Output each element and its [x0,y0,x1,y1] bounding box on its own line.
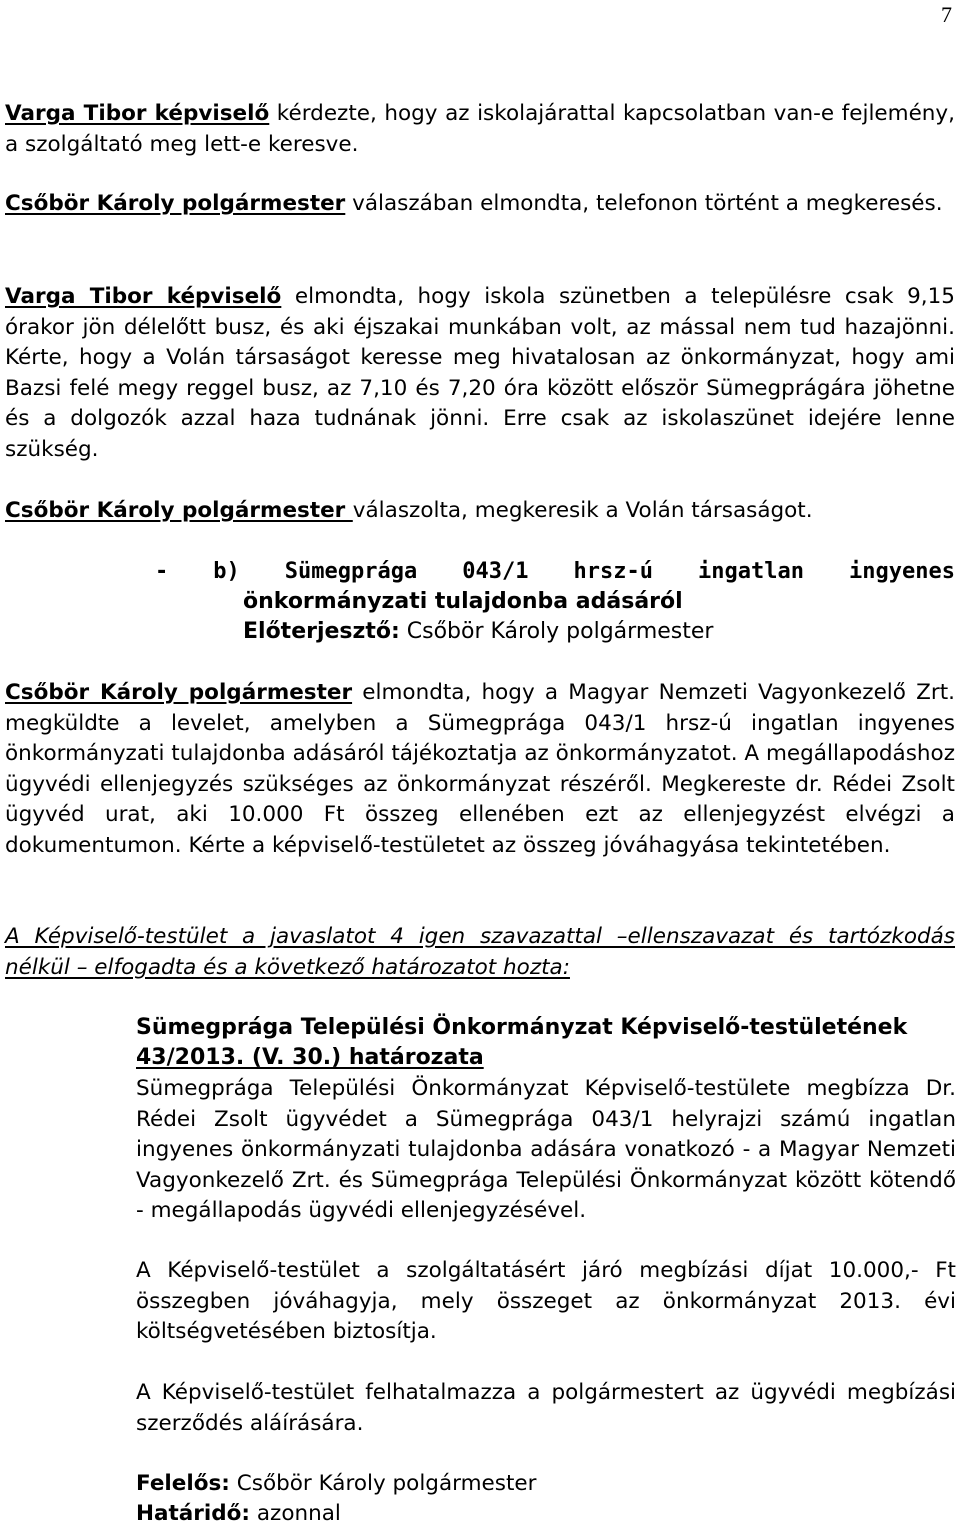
page-number: 7 [941,2,952,27]
vote-statement: A Képviselő-testület a javaslatot 4 igen szavazattal –ellenszavazat és tartózkodás nélkül – elfogadta és a következő határozatot hozta: [5,924,955,980]
paragraph-text: elmondta, hogy a Magyar Nemzeti Vagyonkezelő Zrt. megküldte a levelet, amelyben a Sümegprága 043/1 hrsz-ú ingatlan ingyenes önkormányzati tulajdonba adásáról tájékoztatja az önkormányzatot. A megállapodáshoz ügyvédi ellenjegyzés szükséges az önkormányzat részéről. Megkereste dr. Rédei Zsolt ügyvéd urat, aki 10.000 Ft összeg ellenében ezt az ellenjegyzést elvégzi a dokumentumon. Kérte a képviselő-testületet az összeg jóváhagyása tekintetében. [5,680,955,858]
agenda-word: ingyenes [848,559,955,584]
paragraph-text: kérdezte, hogy az iskolajárattal kapcsolatban van-e fejlemény, a szolgáltató meg lett-e keresve. [5,101,955,157]
paragraph-varga-question [5,99,955,160]
paragraph-varga-bus [5,282,955,465]
agenda-word: ingatlan [698,559,804,584]
paragraph-text: elmondta, hogy iskola szünetben a településre csak 9,15 órakor jön délelőtt busz, és aki éjszakai munkában volt, az mással nem tud hazajönni. Kérte, hogy a Volán társaságot keresse meg hivatalosan az önkormányzat, hogy ami Bazsi felé megy reggel busz, az 7,10 és 7,20 óra között először Sümegprágára jöhetne és a dolgozók azzal haza tudnának jönni. Erre csak az iskolaszünet idejére lenne szükség. [5,284,955,462]
deadline-value: azonnal [250,1501,341,1526]
responsible-value: Csőbör Károly polgármester [229,1471,537,1496]
paragraph-mayor-report [5,678,955,861]
agenda-item-heading [155,557,955,647]
paragraph-text: válaszában elmondta, telefonon történt a megkeresés. [345,191,943,216]
speaker-name: Varga Tibor képviselő [5,284,282,309]
resolution-body-mandate: Sümegprága Települési Önkormányzat Képviselő-testülete megbízza Dr. Rédei Zsolt ügyvédet a Sümegprága 043/1 helyrajzi számú ingatlan ingyenes önkormányzati tulajdonba adására vonatkozó - a Magyar Nemzeti Vagyonkezelő Zrt. és Sümegprága Települési Önkormányzat között kötendő - megállapodás ügyvédi ellenjegyzésével. [136,1076,956,1223]
resolution-responsible [136,1469,956,1500]
agenda-word: hrsz-ú [573,559,653,584]
presenter-label: Előterjesztő: [243,619,400,644]
agenda-title-line1 [155,557,955,587]
agenda-word: - [155,559,169,584]
paragraph-text: válaszolta, megkeresik a Volán társaságot. [352,498,813,523]
paragraph-mayor-reply [5,496,955,527]
agenda-title-line2: önkormányzati tulajdonba adásáról [243,589,683,614]
resolution-number: 43/2013. (V. 30.) határozata [136,1045,484,1070]
speaker-name: Csőbör Károly polgármester [5,191,346,216]
presenter-name: Csőbör Károly polgármester [399,619,714,644]
speaker-name: Varga Tibor képviselő [5,101,270,126]
resolution-body-fee: A Képviselő-testület a szolgáltatásért járó megbízási díjat 10.000,- Ft összegben jóváhagyja, mely összeget az önkormányzat 2013. évi költségvetésében biztosítja. [136,1258,956,1344]
speaker-name: Csőbör Károly polgármester [5,498,353,523]
paragraph-mayor-answer [5,189,955,220]
agenda-word: b) [213,559,240,584]
responsible-label: Felelős: [136,1471,230,1496]
resolution-body-authorization: A Képviselő-testület felhatalmazza a polgármestert az ügyvédi megbízási szerződés aláírására. [136,1380,956,1436]
agenda-presenter [155,617,955,647]
speaker-name: Csőbör Károly polgármester [5,680,353,705]
agenda-word: 043/1 [462,559,529,584]
resolution-title-line1: Sümegprága Települési Önkormányzat Képviselő-testületének [136,1015,908,1040]
agenda-word: Sümegprága [284,559,418,584]
deadline-label: Határidő: [136,1501,251,1526]
